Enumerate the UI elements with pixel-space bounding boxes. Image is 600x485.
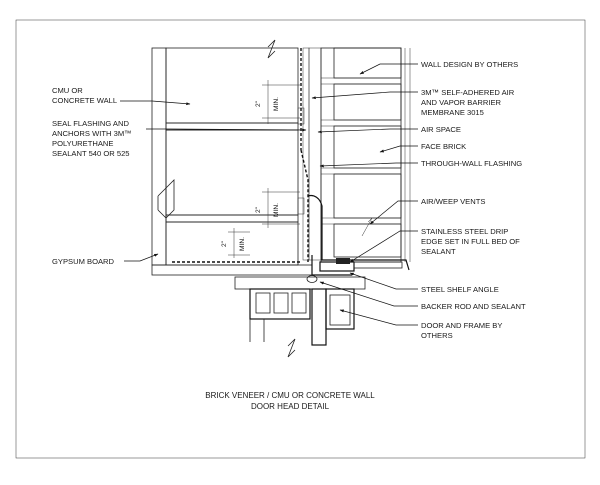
dim-value: 2": [221, 240, 228, 248]
frame-cavity: [292, 293, 306, 313]
brick: [334, 174, 401, 218]
caption-line-2: DOOR HEAD DETAIL: [250, 402, 330, 411]
label-wall-design: WALL DESIGN BY OTHERS: [421, 60, 519, 69]
cmu-concrete-wall: [152, 48, 304, 265]
callout-gypsum: [52, 254, 158, 266]
label-weep-vents: AIR/WEEP VENTS: [421, 197, 486, 206]
label-drip-line-3: SEALANT: [421, 247, 456, 256]
dim-value: 2": [255, 206, 262, 214]
callout-weep-vents: [370, 197, 485, 224]
frame-head-section: [250, 289, 310, 319]
label-air-space: AIR SPACE: [421, 125, 461, 134]
cmu-course-2: [166, 130, 298, 215]
label-membrane-line-3: MEMBRANE 3015: [421, 108, 484, 117]
brick: [334, 224, 401, 257]
label-seal-line-2: ANCHORS WITH 3M™: [52, 129, 132, 138]
brick-joints: [321, 78, 401, 224]
weep-vent-arrow: [362, 218, 372, 236]
label-seal-line-1: SEAL FLASHING AND: [52, 119, 129, 128]
label-membrane-line-2: AND VAPOR BARRIER: [421, 98, 502, 107]
label-membrane-line-1: 3M™ SELF-ADHERED AIR: [421, 88, 515, 97]
callout-wall-design: [360, 60, 518, 74]
door-stile: [312, 289, 326, 345]
label-drip-line-2: EDGE SET IN FULL BED OF: [421, 237, 520, 246]
air-space: [309, 48, 321, 260]
membrane-dashed-line: [301, 48, 308, 262]
brick: [334, 126, 401, 168]
face-brick-veneer: [321, 48, 401, 262]
brick: [334, 84, 401, 120]
brick-face-line: [405, 48, 410, 262]
weep-vent: [336, 258, 350, 264]
label-through-wall-flashing: THROUGH-WALL FLASHING: [421, 159, 523, 168]
backer-rod: [307, 276, 317, 283]
label-cmu-line-2: CONCRETE WALL: [52, 96, 118, 105]
air-vapor-barrier: [172, 48, 321, 262]
label-cmu-line-1: CMU OR: [52, 86, 83, 95]
dimension-upper: [255, 80, 300, 124]
callout-through-wall: [320, 159, 522, 168]
label-face-brick: FACE BRICK: [421, 142, 467, 151]
callout-shelf-angle: [350, 273, 499, 294]
label-seal-line-4: SEALANT 540 OR 525: [52, 149, 130, 158]
callout-face-brick: [380, 142, 466, 152]
break-line-bottom: [288, 339, 295, 357]
sealant-bed: [354, 262, 402, 268]
dim-min-label: MIN.: [239, 237, 246, 251]
label-backer-rod: BACKER ROD AND SEALANT: [421, 302, 526, 311]
head-soffit: [152, 265, 312, 275]
callout-seal-flashing: [52, 119, 306, 158]
dim-value: 2": [255, 100, 262, 108]
dimension-lower: [221, 228, 250, 258]
label-seal-line-3: POLYURETHANE: [52, 139, 114, 148]
frame-cavity: [256, 293, 270, 313]
shelf-angle-assembly: [152, 255, 409, 283]
break-line-top: [268, 40, 275, 58]
callout-cmu: [52, 86, 190, 105]
label-drip-line-1: STAINLESS STEEL DRIP: [421, 227, 509, 236]
label-door-line-2: OTHERS: [421, 331, 453, 340]
label-shelf-angle: STEEL SHELF ANGLE: [421, 285, 499, 294]
callout-membrane: [312, 88, 515, 117]
dim-min-label: MIN.: [273, 203, 280, 217]
gypsum-board: [152, 48, 166, 265]
frame-head: [235, 277, 365, 289]
wall-box-outline: [166, 180, 174, 218]
wall-box-outline: [158, 188, 166, 218]
label-door-line-1: DOOR AND FRAME BY: [421, 321, 503, 330]
brick: [334, 48, 401, 78]
frame-cavity: [274, 293, 288, 313]
door-frame: [235, 277, 365, 345]
brick-outline: [321, 48, 401, 262]
label-gypsum-board: GYPSUM BOARD: [52, 257, 115, 266]
cmu-course-3: [166, 222, 298, 265]
dim-min-label: MIN.: [273, 97, 280, 111]
membrane-layer: [303, 48, 309, 260]
through-wall-flashing: [308, 195, 322, 260]
callout-door-frame: [340, 310, 502, 340]
door-jamb-lines: [250, 319, 264, 342]
caption-line-1: BRICK VENEER / CMU OR CONCRETE WALL: [205, 391, 375, 400]
